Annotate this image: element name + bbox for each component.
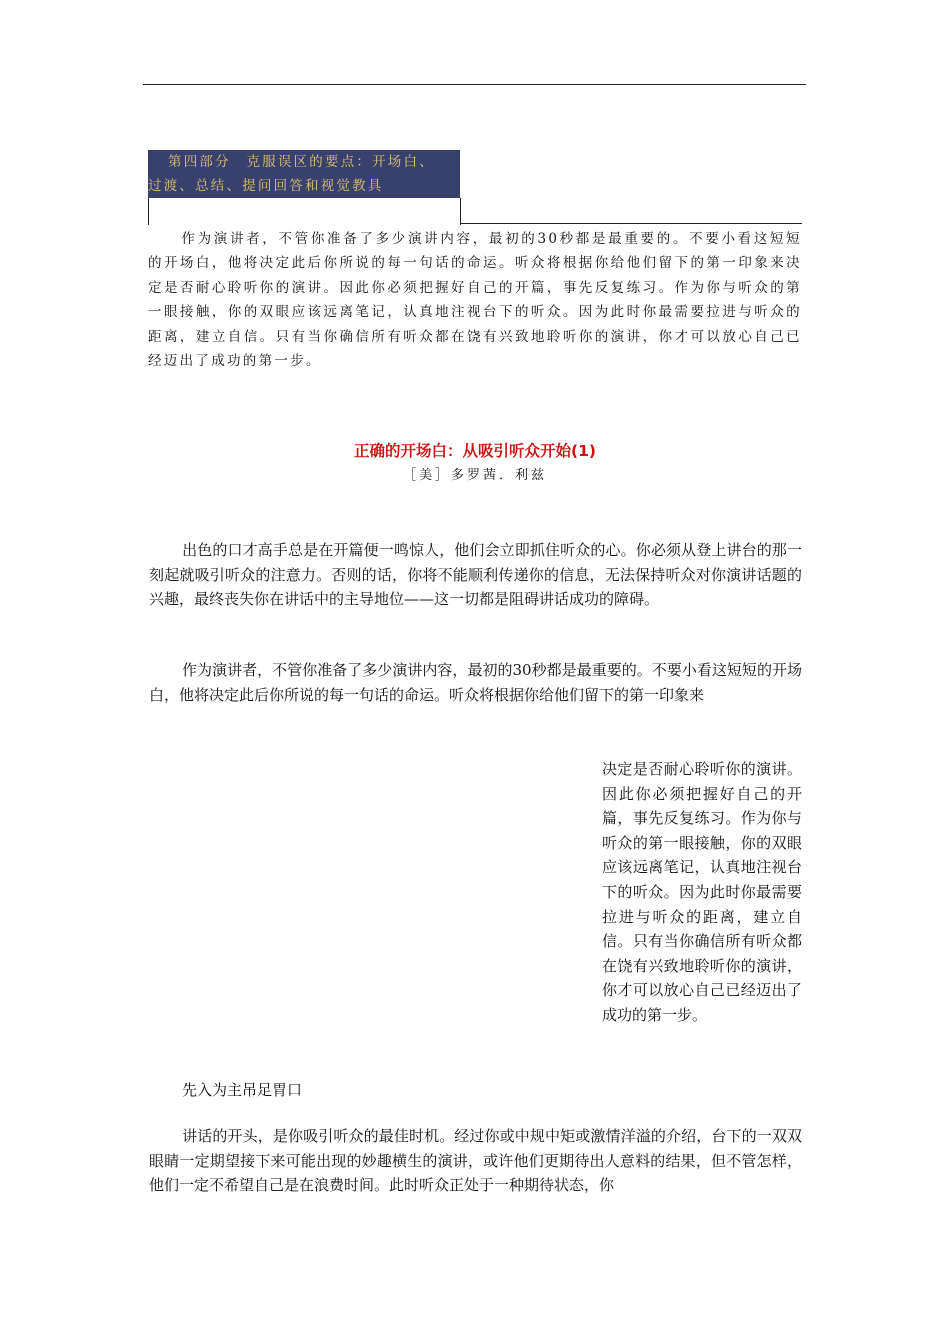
intro-paragraph — [148, 227, 802, 373]
paragraph-2-text: 作为演讲者，不管你准备了多少演讲内容，最初的30秒都是最重要的。不要小看这短短的开场白，他将决定此后你所说的每一句话的命运。听众将根据你给他们留下的第一印象来 — [149, 661, 802, 704]
banner-frame — [148, 198, 461, 225]
banner-rule — [461, 223, 802, 224]
paragraph-3-text: 讲话的开头，是你吸引听众的最佳时机。经过你或中规中矩或激情洋溢的介绍，台下的一双双眼睛一定期望接下来可能出现的妙趣横生的演讲，或许他们更期待出人意料的结果，但不管怎样，他们一定不希望自己是在浪费时间。此时听众正处于一种期待状态，你 — [149, 1127, 802, 1195]
header-rule — [143, 84, 806, 85]
intro-text: 作为演讲者，不管你准备了多少演讲内容，最初的30秒都是最重要的。不要小看这短短的开场白，他将决定此后你所说的每一句话的命运。听众将根据你给他们留下的第一印象来决定是否耐心聆听你的演讲。因此你必须把握好自己的开篇，事先反复练习。作为你与听众的第一眼接触，你的双眼应该远离笔记，认真地注视台下的听众。因为此时你最需要拉进与听众的距离，建立自信。只有当你确信所有听众都在饶有兴致地聆听你的演讲，你才可以放心自己已经迈出了成功的第一步。 — [148, 231, 802, 370]
article-author: ［美］多罗茜．利兹 — [402, 468, 547, 483]
article-paragraph-1 — [149, 538, 802, 612]
banner-line-2: 过渡、总结、提问回答和视觉教具 — [148, 178, 384, 194]
sidebar-paragraph: 决定是否耐心聆听你的演讲。因此你必须把握好自己的开篇，事先反复练习。作为你与听众的第一眼接触，你的双眼应该远离笔记，认真地注视台下的听众。因为此时你最需要拉进与听众的距离，建立自信。只有当你确信所有听众都在饶有兴致地聆听你的演讲，你才可以放心自己已经迈出了成功的第一步。 — [602, 760, 802, 1024]
article-paragraph-2 — [149, 658, 802, 707]
paragraph-1-text: 出色的口才高手总是在开篇便一鸣惊人，他们会立即抓住听众的心。你必须从登上讲台的那一刻起就吸引听众的注意力。否则的话，你将不能顺利传递你的信息，无法保持听众对你演讲话题的兴趣，最终丧失你在讲话中的主导地位——这一切都是阻碍讲话成功的障碍。 — [149, 541, 802, 609]
article-paragraph-3 — [149, 1124, 802, 1198]
section-banner — [148, 150, 460, 198]
article-title: 正确的开场白：从吸引听众开始(1) — [354, 442, 596, 460]
banner-line-1: 第四部分 克服误区的要点：开场白、 — [168, 154, 435, 170]
subheading: 先入为主吊足胃口 — [182, 1081, 303, 1099]
